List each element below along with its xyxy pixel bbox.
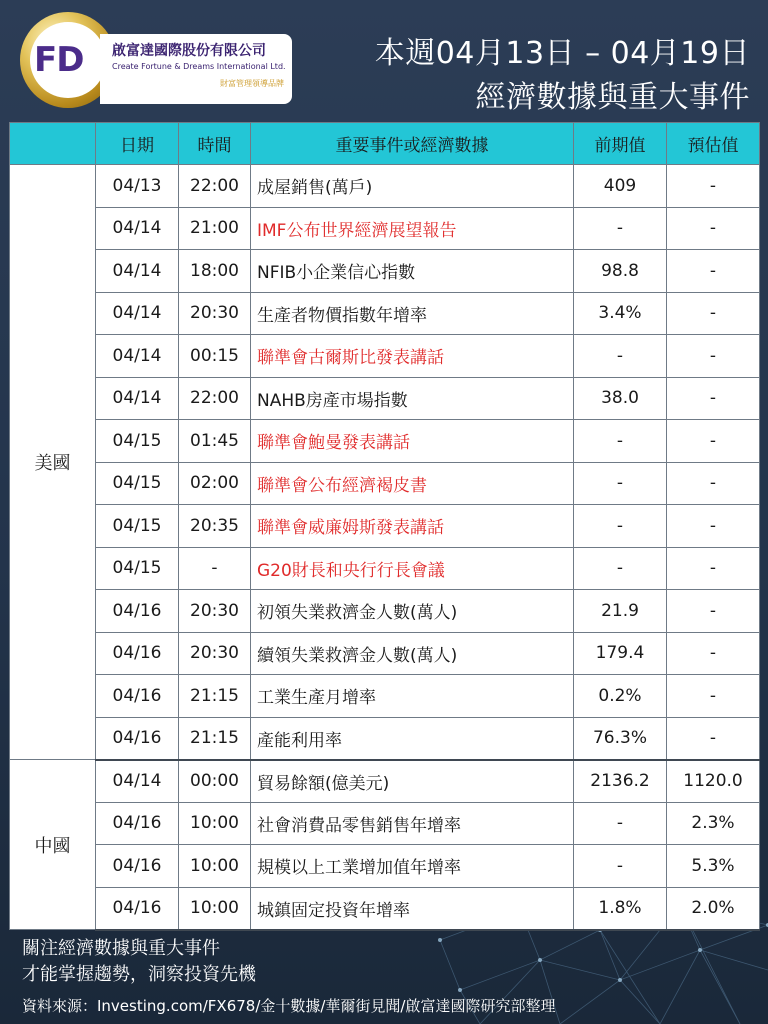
data-source: 資料來源：Investing.com/FX678/金十數據/華爾街見聞/啟富達國際研究部整理 — [22, 997, 556, 1015]
date-cell: 04/16 — [96, 845, 179, 888]
date-cell: 04/15 — [96, 547, 179, 590]
region-cell: 中國 — [10, 760, 96, 930]
table-row — [10, 292, 760, 335]
forecast-value-cell: 1120.0 — [667, 760, 760, 803]
table-body — [10, 165, 760, 930]
date-cell: 04/14 — [96, 377, 179, 420]
brand-tagline: 財富管理領導品牌 — [220, 79, 284, 88]
event-cell: 產能利用率 — [251, 717, 574, 760]
table-row — [10, 632, 760, 675]
table-row — [10, 335, 760, 378]
company-name-en: Create Fortune & Dreams International Ltd. — [112, 62, 286, 71]
previous-value-cell: - — [574, 505, 667, 548]
forecast-value-cell: 2.0% — [667, 887, 760, 930]
table-row — [10, 165, 760, 208]
time-cell: 20:30 — [179, 632, 251, 675]
forecast-value-cell: - — [667, 590, 760, 633]
time-cell: 20:35 — [179, 505, 251, 548]
table-row — [10, 675, 760, 718]
event-cell: 社會消費品零售銷售年增率 — [251, 802, 574, 845]
logo-fd-text: FD — [34, 40, 84, 80]
previous-value-cell: 2136.2 — [574, 760, 667, 803]
column-header-region — [10, 123, 96, 165]
forecast-value-cell: - — [667, 250, 760, 293]
previous-value-cell: 76.3% — [574, 717, 667, 760]
table-row — [10, 250, 760, 293]
forecast-value-cell: - — [667, 335, 760, 378]
table-row — [10, 377, 760, 420]
event-cell: NAHB房產市場指數 — [251, 377, 574, 420]
company-name-cn: 啟富達國際股份有限公司 — [112, 43, 266, 59]
events-table-container — [9, 122, 759, 929]
date-cell: 04/16 — [96, 887, 179, 930]
table-header-row — [10, 123, 760, 165]
date-cell: 04/16 — [96, 802, 179, 845]
forecast-value-cell: 2.3% — [667, 802, 760, 845]
footer-slogan-line2: 才能掌握趨勢，洞察投資先機 — [22, 964, 256, 985]
date-cell: 04/16 — [96, 590, 179, 633]
table-row — [10, 207, 760, 250]
forecast-value-cell: - — [667, 377, 760, 420]
previous-value-cell: 1.8% — [574, 887, 667, 930]
column-header-forecast: 預估值 — [667, 123, 760, 165]
previous-value-cell: - — [574, 335, 667, 378]
date-cell: 04/14 — [96, 292, 179, 335]
event-cell: 聯準會公布經濟褐皮書 — [251, 462, 574, 505]
event-cell: 續領失業救濟金人數(萬人) — [251, 632, 574, 675]
time-cell: 21:00 — [179, 207, 251, 250]
time-cell: 22:00 — [179, 165, 251, 208]
forecast-value-cell: - — [667, 547, 760, 590]
event-cell: 聯準會鮑曼發表講話 — [251, 420, 574, 463]
time-cell: 00:15 — [179, 335, 251, 378]
previous-value-cell: 98.8 — [574, 250, 667, 293]
forecast-value-cell: - — [667, 717, 760, 760]
table-row — [10, 717, 760, 760]
date-cell: 04/14 — [96, 250, 179, 293]
date-cell: 04/15 — [96, 420, 179, 463]
time-cell: 02:00 — [179, 462, 251, 505]
column-header-previous: 前期值 — [574, 123, 667, 165]
event-cell: 聯準會古爾斯比發表講話 — [251, 335, 574, 378]
date-cell: 04/15 — [96, 462, 179, 505]
table-row — [10, 845, 760, 888]
time-cell: 10:00 — [179, 887, 251, 930]
forecast-value-cell: - — [667, 207, 760, 250]
previous-value-cell: - — [574, 802, 667, 845]
forecast-value-cell: - — [667, 420, 760, 463]
column-header-event: 重要事件或經濟數據 — [251, 123, 574, 165]
page-title-date-range: 本週04月13日 – 04月19日 — [374, 36, 750, 71]
table-row — [10, 547, 760, 590]
time-cell: - — [179, 547, 251, 590]
company-logo — [20, 12, 292, 108]
region-cell: 美國 — [10, 165, 96, 760]
forecast-value-cell: - — [667, 505, 760, 548]
forecast-value-cell: - — [667, 165, 760, 208]
table-row — [10, 887, 760, 930]
forecast-value-cell: - — [667, 632, 760, 675]
event-cell: IMF公布世界經濟展望報告 — [251, 207, 574, 250]
time-cell: 21:15 — [179, 717, 251, 760]
date-cell: 04/14 — [96, 760, 179, 803]
table-row — [10, 802, 760, 845]
time-cell: 10:00 — [179, 802, 251, 845]
table-row — [10, 505, 760, 548]
previous-value-cell: 21.9 — [574, 590, 667, 633]
table-row — [10, 760, 760, 803]
previous-value-cell: - — [574, 462, 667, 505]
previous-value-cell: - — [574, 547, 667, 590]
date-cell: 04/14 — [96, 207, 179, 250]
previous-value-cell: 409 — [574, 165, 667, 208]
date-cell: 04/16 — [96, 675, 179, 718]
time-cell: 20:30 — [179, 590, 251, 633]
previous-value-cell: 0.2% — [574, 675, 667, 718]
event-cell: 城鎮固定投資年增率 — [251, 887, 574, 930]
time-cell: 10:00 — [179, 845, 251, 888]
date-cell: 04/13 — [96, 165, 179, 208]
previous-value-cell: 3.4% — [574, 292, 667, 335]
date-cell: 04/15 — [96, 505, 179, 548]
time-cell: 22:00 — [179, 377, 251, 420]
events-table — [9, 122, 760, 931]
time-cell: 00:00 — [179, 760, 251, 803]
previous-value-cell: 179.4 — [574, 632, 667, 675]
table-row — [10, 590, 760, 633]
page-title: 經濟數據與重大事件 — [475, 80, 750, 115]
column-header-time: 時間 — [179, 123, 251, 165]
time-cell: 20:30 — [179, 292, 251, 335]
event-cell: 規模以上工業增加值年增率 — [251, 845, 574, 888]
time-cell: 01:45 — [179, 420, 251, 463]
date-cell: 04/16 — [96, 717, 179, 760]
time-cell: 18:00 — [179, 250, 251, 293]
forecast-value-cell: - — [667, 675, 760, 718]
event-cell: 聯準會威廉姆斯發表講話 — [251, 505, 574, 548]
event-cell: 成屋銷售(萬戶) — [251, 165, 574, 208]
event-cell: 生產者物價指數年增率 — [251, 292, 574, 335]
table-row — [10, 462, 760, 505]
event-cell: NFIB小企業信心指數 — [251, 250, 574, 293]
event-cell: G20財長和央行行長會議 — [251, 547, 574, 590]
time-cell: 21:15 — [179, 675, 251, 718]
previous-value-cell: 38.0 — [574, 377, 667, 420]
event-cell: 貿易餘額(億美元) — [251, 760, 574, 803]
date-cell: 04/14 — [96, 335, 179, 378]
table-row — [10, 420, 760, 463]
previous-value-cell: - — [574, 845, 667, 888]
header — [0, 0, 768, 118]
footer-slogan-line1: 關注經濟數據與重大事件 — [22, 938, 220, 959]
forecast-value-cell: - — [667, 462, 760, 505]
event-cell: 初領失業救濟金人數(萬人) — [251, 590, 574, 633]
forecast-value-cell: - — [667, 292, 760, 335]
date-cell: 04/16 — [96, 632, 179, 675]
column-header-date: 日期 — [96, 123, 179, 165]
event-cell: 工業生產月增率 — [251, 675, 574, 718]
forecast-value-cell: 5.3% — [667, 845, 760, 888]
previous-value-cell: - — [574, 420, 667, 463]
previous-value-cell: - — [574, 207, 667, 250]
